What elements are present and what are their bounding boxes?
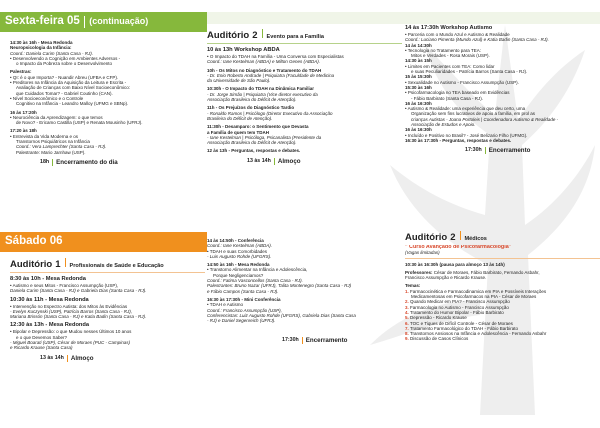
divider xyxy=(65,258,66,267)
session-item: • Autismo e seus Mitos - Francisco Assumpção (USP), xyxy=(10,283,119,288)
session-item: e o que Devemos Saber? xyxy=(16,334,68,340)
session-item: Coord.: Vera Lamprechter (Santa Casa - RJ). xyxy=(16,144,107,150)
talk-speaker: da Universidade de São Paulo). xyxy=(207,78,271,84)
talk-title: 10:30h - O Impacto do TDAH na Dinâmica Familiar xyxy=(207,86,315,92)
topics-list xyxy=(405,289,600,342)
session-item: • Neurociência da Aprendizagem: o que temos xyxy=(10,114,103,120)
divider xyxy=(262,29,263,38)
workshop-item: • Parceria com o Mundo Azul e Autismo & Realidade xyxy=(405,32,510,37)
list-item: 5. Depressão - Ricardo Krause xyxy=(405,315,467,321)
session-item: - Evelyn Kuczynski (USP), Patrícia Barros (Santa Casa - RJ), xyxy=(10,308,133,314)
auditorium-heading xyxy=(10,258,205,270)
end-of-day xyxy=(10,159,205,166)
session-item: Daniela Carim (Santa Casa - RJ) e Gabriela Dias (Santa Casa - RJ). xyxy=(10,288,147,294)
talk-title: 11h - Os Prejuízos do Diagnóstico Tardio xyxy=(207,105,295,111)
friday-day-label: Sexta-feira 05 xyxy=(5,15,80,28)
session-item: • Nível Socioeconômico e o Controle xyxy=(10,95,84,101)
session-item: de Novo? - Ericamo Castilla (USP) e Renata Mousinho (UFRJ). xyxy=(16,120,143,126)
talk-speaker: Associação Brasileira do Déficit de Atenção). xyxy=(207,140,297,146)
professors-list: Francisco Assumpção e Ricardo Krause. xyxy=(405,275,487,281)
slot-item: • Limites em Pacientes com TEA: Como lidar xyxy=(405,63,495,69)
session-time: 14:30 às 16h - Mesa Redonda xyxy=(10,40,73,45)
course-time: 10:30 às 16:30h (pausa para almoço 13 às 14h) xyxy=(405,261,505,267)
auditorium-name: Auditório xyxy=(207,30,250,41)
end-label: Encerramento xyxy=(305,337,348,345)
session-item: que Cuidados Tomar? - Gabriel Coutinho (CAN). xyxy=(16,90,113,96)
slot-time: 15 às 15:30h xyxy=(405,74,432,80)
list-item: 7. Tratamento Farmacológico do TDAH - Fábio Barbirato xyxy=(405,325,518,331)
end-label: Encerramento xyxy=(488,147,531,155)
course-title: " Curso Avançado de Psicofarmacologia" xyxy=(405,245,512,250)
lunch-break xyxy=(10,355,205,362)
list-item: 2. Quando Medicar em PIA? - Francisco Assumpção xyxy=(405,299,510,305)
session-coord: Coord.: Iane Kestelman (ABDA). xyxy=(207,243,273,249)
friday-header xyxy=(0,12,207,32)
auditorium-number: 1 xyxy=(55,259,61,270)
session-item: • TDAH e Autismo xyxy=(207,302,244,308)
end-time: 17:30h xyxy=(282,337,299,344)
session-item: o Impacto da Pobreza sobre o Desenvolvimento xyxy=(16,61,113,67)
end-label: Encerramento do dia xyxy=(56,158,118,166)
session-item: Palestrantes: Bruno Nazar (UFRJ), Talita Montenegro (Santa Casa - RJ) xyxy=(207,283,352,289)
slot-item: • Incluído e Positivo no Brasil? - José Belizario Filho (UFMG). xyxy=(405,132,528,138)
list-item: Medicamentosas em Psicofarmacos na PIA - César de Moraes xyxy=(411,294,537,300)
auditorium-desc: Médicos xyxy=(464,236,487,242)
session-item: Mariana Brissón (Santa Casa - RJ) e Katia Badin (Santa Casa - RJ). xyxy=(10,314,147,320)
slot-item: e suas Peculiaridades - Patrícia Barros (Santa Casa - RJ). xyxy=(411,69,528,75)
section-rule xyxy=(10,272,205,273)
topics-label: Temas: xyxy=(405,283,421,289)
slot-item: • Autismo & Realidade: uma experiência que deu certo, uma xyxy=(405,106,526,112)
session-item: • TDAH e suas Comorbidades xyxy=(207,248,268,254)
session-item: Coord.: Francisco Assumpção (USP), xyxy=(207,307,282,313)
session-time: 8:30 às 10h - Mesa Redonda xyxy=(10,276,86,282)
divider xyxy=(52,159,53,166)
slot-time: 14 às 14:30h xyxy=(405,42,432,48)
section-rule xyxy=(207,43,402,44)
slot-time: 16 às 16:30h xyxy=(405,100,432,106)
session-item: • Bipolar e Depressão: o que Mudou nesses Últimos 10 anos xyxy=(10,329,132,335)
friday-column-3 xyxy=(405,25,600,225)
end-time: 18h xyxy=(40,158,50,165)
session-item: • Desenvolvendo a Cognição em Ambientes Adversos - xyxy=(10,55,121,61)
session-item: Transtornos Psiquiátricos na Infância xyxy=(16,139,90,145)
auditorium-heading xyxy=(405,231,600,243)
session-item: - RJ) e Daniel Segenreich (UFRJ). xyxy=(207,318,276,324)
slot-item: Associação de Estudos e Apoio. xyxy=(411,122,476,128)
auditorium-name: Auditório xyxy=(405,232,448,243)
talk-speaker: Associação Brasileira do Déficit de Atenção). xyxy=(207,97,297,103)
slot-item: • Tecnologia no Tratamento para TEA: xyxy=(405,47,481,53)
divider xyxy=(485,147,486,154)
session-coord: Coord.: Daniela Carim (Santa Casa - RJ). xyxy=(10,50,94,56)
talk-speaker: - Iane Kestelman | Psicóloga, Psicanalista (Presidente da xyxy=(207,134,322,140)
list-item: 6. TOC e Tiques de Difícil Controle - César de Moraes xyxy=(405,320,513,326)
slot-time: 15:30 às 16h xyxy=(405,84,432,90)
end-of-day xyxy=(207,337,405,344)
slot-item: crianças Autistas - Joana Portoleis | Coordenadora Autismo & Realidade - xyxy=(411,116,559,122)
break-time: 13 às 14h xyxy=(40,354,64,361)
session-title: Neuropsicologia da Infância: xyxy=(10,45,72,51)
session-item: Conferencistas: Luiz Augusto Rohde (UFGRS), Gabriela Dias (Santa Casa xyxy=(207,312,356,318)
saturday-day-label: Sábado 06 xyxy=(5,235,63,248)
session-item: e Fábio Campos (Santa Casa - RJ). xyxy=(207,288,279,294)
end-time: 17:30h xyxy=(465,147,482,154)
workshop-item: Coord.: Luciano Pimenta (Mundo Azul) e Katia Badin (Santa Casa - RJ). xyxy=(405,37,549,43)
professors-list: César de Moraes, Fábio Barbirato, Fernando Asbahr, xyxy=(433,269,540,275)
session-time: 12:30 às 13h - Mesa Redonda xyxy=(10,322,90,329)
lunch-break xyxy=(207,158,402,165)
session-item: - Luis Augusto Rohde (UFGRS). xyxy=(207,253,272,259)
auditorium-heading xyxy=(207,29,402,41)
auditorium-number: 2 xyxy=(450,232,456,243)
session-item: e Ricardo Krause (Santa Casa) xyxy=(10,345,73,351)
end-of-day xyxy=(405,147,600,154)
talk-title: 11:30h - Desamparo: o Sentimento que Devasta xyxy=(207,124,309,130)
talk-title: 10h - Os Mitos no Diagnóstico e Tratamento do TDAH xyxy=(207,67,322,73)
session-item: • Transtorno Alimentar na Infância e Adolescência, xyxy=(207,267,308,273)
session-item: - Miguel Boarati (USP), César de Moraes (PUC - Campinas) xyxy=(10,340,131,346)
saturday-column-2 xyxy=(207,238,405,423)
talk-speaker: Brasileira do Déficit de Atenção). xyxy=(207,115,273,121)
header-divider xyxy=(84,16,86,28)
talk-title: 12 às 13h - Perguntas, respostas e debates. xyxy=(207,148,301,154)
session-time: 14 às 14:50h - Conferência xyxy=(207,238,264,243)
session-item: Avaliação de Crianças com Baixo Nível Socioeconômico: xyxy=(16,85,130,91)
break-label: Almoço xyxy=(70,354,94,362)
course-subtitle: (Vagas limitadas) xyxy=(405,250,440,256)
break-label: Almoço xyxy=(277,157,301,165)
friday-column-2 xyxy=(207,28,402,228)
session-time: 17:20 às 18h xyxy=(10,128,37,134)
auditorium-desc: Profissionais de Saúde e Educação xyxy=(69,263,164,269)
session-item: • QI: é o que Importa? - Nuandir Abreu (UFBA e CFP). xyxy=(10,74,119,80)
divider xyxy=(302,337,303,344)
divider xyxy=(460,231,461,240)
slot-item: Organização sem fins lucrativos de apoio a família, em prol as xyxy=(411,111,536,117)
slot-time: 16 às 16:30h xyxy=(405,127,432,133)
friday-sub-label: (continuação) xyxy=(89,16,149,27)
list-item: 8. Transtornos Ansiosos na Infância e Adolescência - Fernando Asbahr xyxy=(405,331,547,337)
talk-speaker: - Ronaldo Ramos | Psicólogo (Diretor Executivo da Associação xyxy=(207,110,333,116)
list-item: 4. Tratamento do Humor Bipolar - Fábio Barbirato xyxy=(405,309,504,315)
list-item: 1. Farmacocinética e Farmacodinamica em PIA e Possíveis Interações xyxy=(405,288,547,294)
slot-item: Mitos e Verdades - Rosa Morais (USP). xyxy=(411,53,490,59)
session-time: 14:50 às 16h - Mesa Redonda xyxy=(207,262,270,268)
session-item: Cognitivo na Infância - Leandro Malloy (UFMG e SBNp). xyxy=(16,101,129,107)
saturday-column-1 xyxy=(10,238,205,423)
auditorium-number: 2 xyxy=(252,30,258,41)
session-time: 10:30 às 11h - Mesa Redonda xyxy=(10,296,89,303)
slot-time: 16:30 às 17:30h - Perguntas, respostas e debates. xyxy=(405,137,512,143)
session-time: 16 às 17:20h xyxy=(10,109,37,115)
session-item: • Preditores na Infância da Aquisição da Leitura e Escrita - xyxy=(10,80,127,86)
slot-item: • Psicofarmacologia no TEA baseado em Evidências xyxy=(405,90,510,96)
slot-item: • Sexualidade no Autismo - Francisco Assumpção (USP). xyxy=(405,79,519,85)
workshop-title: 10 às 13h Workshop ABDA xyxy=(207,47,280,53)
professors-label: Professores: xyxy=(405,269,433,275)
workshop-item: • O Impacto do TDAH na Família - Uma Conversa com Especialistas xyxy=(207,54,344,59)
workshop-item: Coord.: Iane Kestelman (ABDA) e Milton Genes (ABDA). xyxy=(207,59,321,65)
saturday-column-3 xyxy=(405,230,600,425)
section-rule xyxy=(405,258,600,259)
talk-title: a Família de quem tem TDAH xyxy=(207,129,270,135)
workshop-title: 14 às 17:30h Workshop Autismo xyxy=(405,25,493,31)
talk-speaker: - Dr. Enio Roberto Andrade | Psiquiatra (Faculdade de Medicina xyxy=(207,72,335,78)
session-item: Porque Negligenciamos? xyxy=(213,272,264,278)
friday-column-1 xyxy=(10,40,205,222)
slot-time: 14:30 às 15h xyxy=(405,58,432,64)
friday-header-tint xyxy=(207,12,600,24)
auditorium-desc: Evento para a Família xyxy=(266,34,325,40)
divider xyxy=(274,158,275,165)
break-time: 13 às 14h xyxy=(247,157,271,164)
session-label: Palestras: xyxy=(10,69,32,75)
session-item: • Intervenção no Espectro Autista: dos Mitos às Evidências xyxy=(10,303,128,309)
list-item: 3. Farmacologia no Autismo - Francisco Assumpção xyxy=(405,304,509,310)
talk-speaker: - Dr. Jorge Simão | Psiquiatra (Vice diretor executivo da xyxy=(207,91,318,97)
auditorium-name: Auditório xyxy=(10,259,53,270)
divider xyxy=(67,355,68,362)
session-item: Coord.: Fatima Vasconcellos (Santa Casa - RJ). xyxy=(207,278,303,284)
session-item: Palestrante: Mario Jarnhaw (USP). xyxy=(16,149,86,155)
session-time: 16:30 às 17:30h - Mini Conferência xyxy=(207,296,281,302)
list-item: 9. Discussão de Casos Clínicos xyxy=(405,336,469,342)
session-item: • Entrevista da Vida Moderna e os xyxy=(10,133,79,139)
slot-item: - Fábio Barbirato (Santa Casa - RJ). xyxy=(411,95,484,101)
